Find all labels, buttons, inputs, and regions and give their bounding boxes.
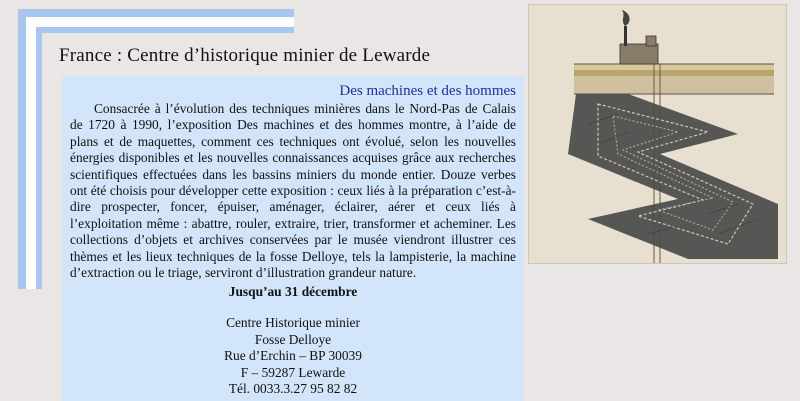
article-subtitle: Des machines et des hommes (339, 83, 516, 99)
mine-cross-section-image (528, 4, 787, 264)
frame-bar-top (18, 9, 294, 17)
article-panel (62, 76, 524, 401)
address-block (70, 315, 516, 397)
page-title: France : Centre d’historique minier de Lewarde (59, 45, 431, 66)
exhibition-dates: Jusqu’au 31 décembre (228, 284, 358, 300)
frame-inner-left (36, 27, 42, 289)
frame-inner-top (36, 27, 294, 33)
phone-number: Tél. 0033.3.27 95 82 82 (228, 381, 358, 397)
address-line: Centre Historique minier (226, 315, 360, 331)
mine-cross-section-drawing-icon (528, 4, 787, 264)
article-body: Consacrée à l’évolution des techniques minières dans le Nord-Pas de Calais de 1720 à 1990, l’exposition Des machines et des hommes montre, à l’aide de plans et de maquettes, comment ces techniques ont évolué, selon les nouvelles énergies disponibles et les nouvelles connaissances acquises grâce aux recherches scientifiques effectuées dans les bassins miniers du monde entier. Douze verbes ont été choisis pour développer cette exposition : ceux liés à la préparation c’est-à-dire prospecter, foncer, épuiser, aménager, éclairer, aérer et ceux liés à l’exploitation même : abattre, rouler, extraire, trier, transformer et acheminer. Les collections d’objets et archives conservées par le musée viendront illustrer ces thèmes et les lieux techniques de la fosse Delloye, tels la lampisterie, la machine d’extraction ou le triage, serviront d’illustration grandeur nature. (70, 101, 516, 281)
frame-bar-left (18, 9, 26, 289)
address-line: Fosse Delloye (254, 331, 332, 347)
address-line: Rue d’Erchin – BP 30039 (224, 348, 362, 364)
frame-bar-top-white (26, 17, 294, 27)
frame-bar-left-white (26, 17, 36, 289)
address-line: F – 59287 Lewarde (240, 364, 346, 380)
